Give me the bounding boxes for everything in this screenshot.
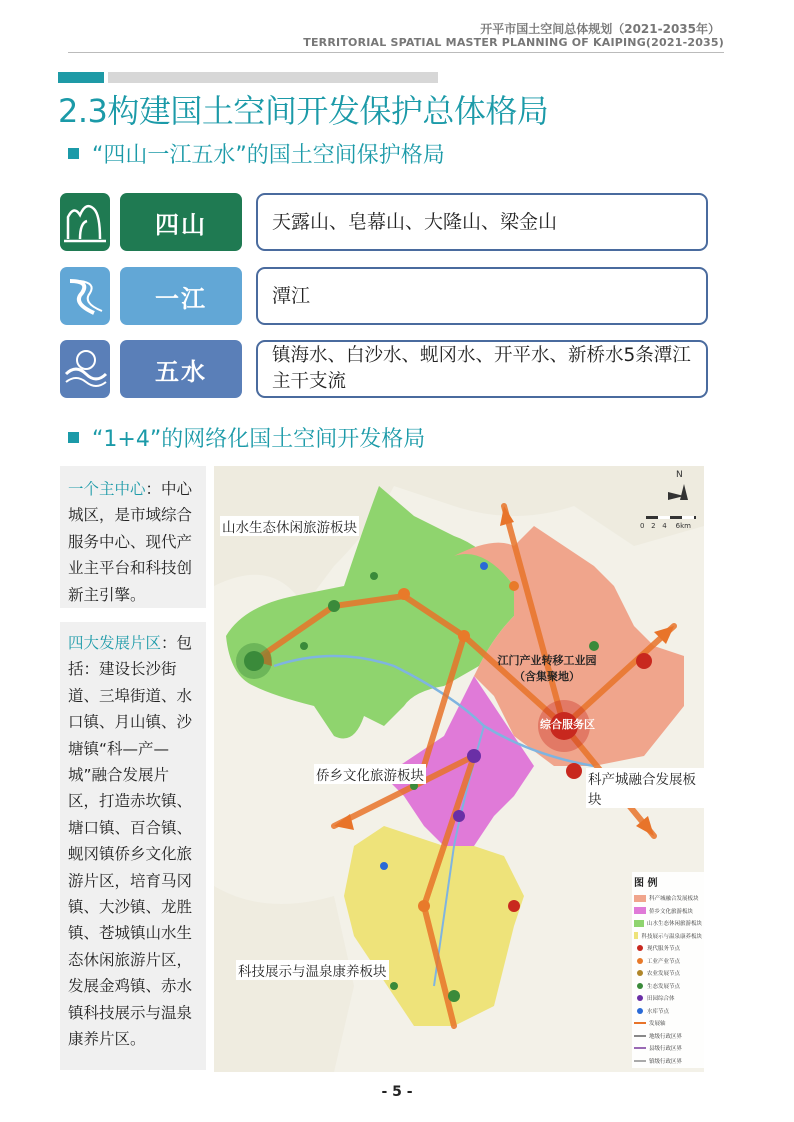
legend-swatch: [637, 983, 643, 989]
legend-item: [634, 892, 702, 905]
row-text-wushui: 镇海水、白沙水、蚬冈水、开平水、新桥水5条潭江主干支流: [256, 340, 708, 398]
legend-item: [634, 930, 702, 943]
legend-list: [634, 892, 702, 1067]
legend-title: 图 例: [634, 878, 658, 889]
legend-label: 县级行政区界: [649, 1046, 683, 1053]
legend-item: [634, 1005, 702, 1018]
label-industrial-park: [492, 652, 602, 684]
legend-label: 水库节点: [647, 1008, 670, 1015]
legend-label: 现代服务节点: [647, 946, 681, 953]
legend-item: [634, 1055, 702, 1068]
page-number: - 5 -: [381, 1084, 413, 1100]
legend-item: [634, 905, 702, 918]
section-title: 2.3构建国土空间开发保护总体格局: [58, 92, 549, 130]
map-legend: [634, 874, 702, 1067]
label-hub: 综合服务区: [540, 718, 595, 731]
legend-swatch: [634, 907, 646, 914]
legend-swatch: [637, 1008, 643, 1014]
card-four-areas-body: ：包括：建设长沙街道、三埠街道、水口镇、月山镇、沙塘镇“科—产—城”融合发展片区，打造赤坎镇、塘口镇、百合镇、蚬冈镇侨乡文化旅游片区，培育马冈镇、大沙镇、龙胜镇、苍城镇山水生态休闲旅游片区，发展金鸡镇、赤水镇科技展示与温泉康养片区。: [68, 634, 193, 1049]
label-south-block: 科技展示与温泉康养板块: [236, 960, 389, 980]
legend-item: [634, 955, 702, 968]
card-main-center-body: ：中心城区，是市域综合服务中心、现代产业主平台和科技创新主引擎。: [68, 480, 193, 604]
legend-item: [634, 1030, 702, 1043]
label-east-block: 科产城融合发展板块: [586, 768, 704, 808]
legend-label: 田园综合体: [647, 996, 675, 1003]
legend-swatch: [637, 995, 643, 1001]
compass-letter: N: [676, 470, 683, 480]
label-nw-block: 山水生态休闲旅游板块: [220, 516, 359, 536]
legend-swatch: [637, 958, 643, 964]
legend-swatch: [634, 1060, 646, 1062]
bullet-square: [68, 432, 79, 443]
waves-icon: [60, 340, 110, 398]
card-four-areas-highlight: 四大发展片区: [68, 634, 162, 652]
row-text-yijiang: 潭江: [256, 267, 708, 325]
river-icon: [60, 267, 110, 325]
label-west-block: 侨乡文化旅游板块: [314, 764, 426, 784]
card-four-areas: [60, 622, 206, 1070]
row-text-sishan: 天露山、皂幕山、大隆山、梁金山: [256, 193, 708, 251]
label-industrial-park-line1: 江门产业转移工业园: [497, 654, 597, 667]
legend-label: 工业产业节点: [647, 958, 681, 965]
section-bar-track: [108, 72, 438, 83]
legend-item: [634, 917, 702, 930]
planning-map: [214, 466, 704, 1072]
row-label-sishan: 四山: [120, 193, 242, 251]
legend-item: [634, 1042, 702, 1055]
subheading-protection: “四山一江五水”的国土空间保护格局: [92, 143, 445, 168]
legend-swatch: [634, 932, 638, 939]
legend-swatch: [637, 970, 643, 976]
scale-label: 0 2 4 6km: [640, 522, 691, 530]
legend-item: [634, 967, 702, 980]
legend-label: 侨乡文化旅游板块: [649, 908, 694, 915]
legend-swatch: [637, 945, 643, 951]
section-bar-accent: [58, 72, 104, 83]
row-label-wushui: 五水: [120, 340, 242, 398]
legend-swatch: [634, 1035, 646, 1037]
header-divider: [68, 52, 724, 53]
bullet-square: [68, 148, 79, 159]
legend-label: 科技展示与温泉康养板块: [641, 933, 702, 940]
legend-label: 发展轴: [649, 1021, 666, 1028]
mountain-icon: [60, 193, 110, 251]
legend-item: [634, 992, 702, 1005]
legend-swatch: [634, 895, 646, 902]
legend-swatch: [634, 920, 644, 927]
legend-item: [634, 980, 702, 993]
scale-bar: [646, 516, 696, 519]
legend-label: 山水生态休闲旅游板块: [646, 921, 702, 928]
legend-label: 农业发展节点: [647, 971, 681, 978]
legend-label: 地级行政区界: [649, 1033, 683, 1040]
subheading-development: “1+4”的网络化国土空间开发格局: [92, 427, 426, 452]
card-main-center: [60, 466, 206, 608]
legend-label: 镇级行政区界: [649, 1058, 683, 1065]
label-industrial-park-line2: （含集聚地）: [514, 670, 580, 683]
document-title-en: TERRITORIAL SPATIAL MASTER PLANNING OF KAIPING(2021-2035): [303, 36, 724, 49]
legend-label: 生态发展节点: [647, 983, 681, 990]
document-title-cn: 开平市国土空间总体规划（2021-2035年）: [480, 22, 720, 36]
row-label-yijiang: 一江: [120, 267, 242, 325]
legend-item: [634, 942, 702, 955]
card-main-center-highlight: 一个主中心: [68, 480, 146, 498]
legend-swatch: [634, 1047, 646, 1049]
legend-item: [634, 1017, 702, 1030]
legend-label: 科产城融合发展板块: [649, 896, 699, 903]
legend-swatch: [634, 1022, 646, 1024]
